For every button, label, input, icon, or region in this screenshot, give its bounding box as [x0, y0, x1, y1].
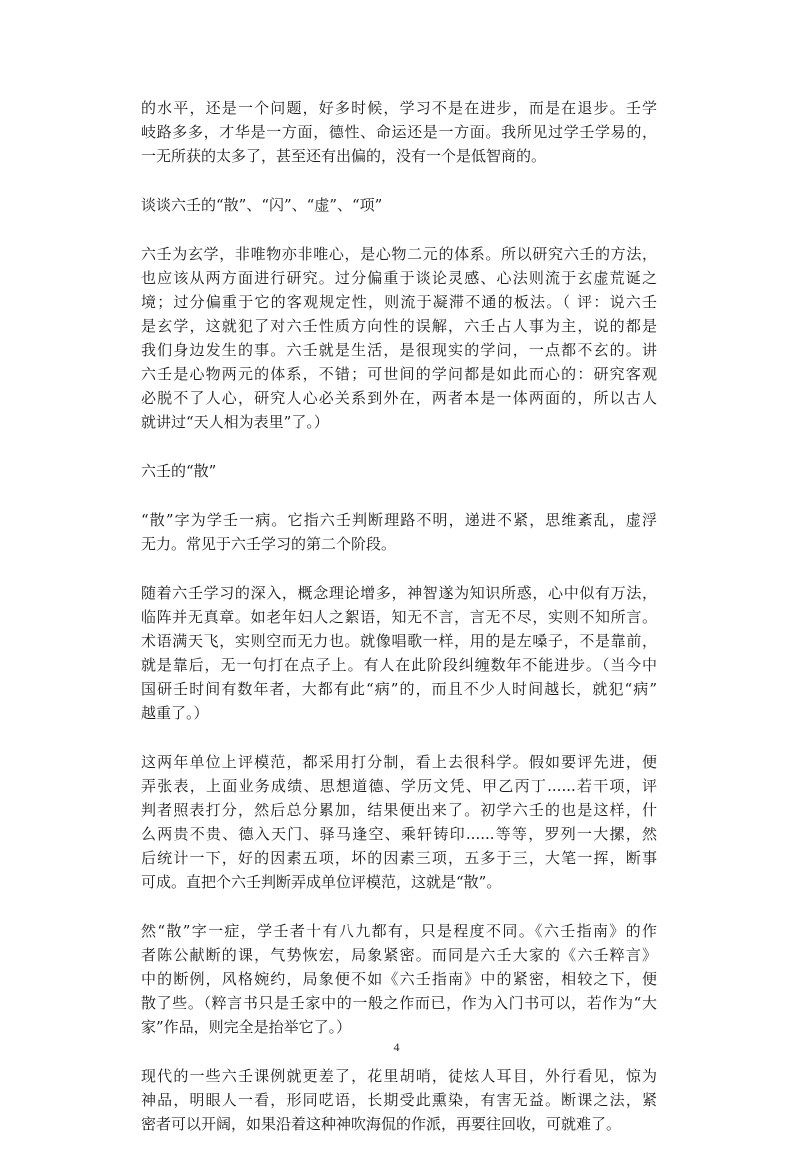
text-line: 然“散”字一症，学壬者十有八九都有，只是程度不同。《六壬指南》的作 — [141, 922, 657, 940]
text-line: 散了些。（粹言书只是壬家中的一般之作而已，作为入门书可以，若作为“大 — [141, 994, 657, 1012]
text-line: 者陈公献断的课，气势恢宏，局象紧密。而同是六壬大家的《六壬粹言》 — [141, 946, 657, 964]
text-line: 后统计一下，好的因素五项，坏的因素三项，五多于三，大笔一挥，断事 — [141, 849, 657, 867]
paragraph-1 — [141, 96, 657, 168]
text-line: 境；过分偏重于它的客观规定性，则流于凝滞不通的板法。（ 评：说六壬 — [141, 293, 657, 311]
paragraph-9 — [141, 1064, 657, 1136]
page-body — [141, 96, 657, 1161]
text-line: 的水平，还是一个问题，好多时候，学习不是在进步，而是在退步。壬学 — [141, 99, 657, 117]
text-line: “散”字为学壬一病。它指六壬判断理路不明，递进不紧，思维紊乱，虚浮 — [141, 511, 657, 529]
text-line: 六壬为玄学，非唯物亦非唯心，是心物二元的体系。所以研究六壬的方法， — [141, 245, 657, 263]
text-line: 岐路多多，才华是一方面，德性、命运还是一方面。我所见过学壬学易的， — [141, 123, 657, 141]
section-heading-san-shan-xu-xiang — [141, 193, 657, 217]
text-line: 密者可以开阔，如果沿着这种神吹海侃的作派，再要往回收，可就难了。 — [141, 1115, 622, 1133]
text-line: 就是靠后，无一句打在点子上。有人在此阶段纠缠数年不能进步。（当今中 — [141, 656, 657, 674]
paragraph-8 — [141, 919, 657, 1039]
text-line: 么两贵不贵、德入天门、驿马逢空、乘轩铸印......等等，罗列一大摞，然 — [141, 825, 657, 843]
text-line: 就讲过“天人相为表里”了。） — [141, 413, 329, 431]
text-line: 临阵并无真章。如老年妇人之絮语，知无不言，言无不尽，实则不知所言。 — [141, 608, 657, 626]
paragraph-7 — [141, 750, 657, 894]
paragraph-3 — [141, 242, 657, 434]
text-line: 是玄学，这就犯了对六壬性质方向性的误解，六壬占人事为主，说的都是 — [141, 317, 657, 335]
text-line: 越重了。） — [141, 704, 209, 722]
text-line: 也应该从两方面进行研究。过分偏重于谈论灵感、心法则流于玄虚荒诞之 — [141, 269, 657, 287]
text-line: 中的断例，风格婉约，局象便不如《六壬指南》中的紧密，相较之下，便 — [141, 970, 657, 988]
text-line: 神品，明眼人一看，形同呓语，长期受此熏染，有害无益。断课之法，紧 — [141, 1091, 657, 1109]
text-line: 我们身边发生的事。六壬就是生活，是很现实的学问，一点都不玄的。讲 — [141, 341, 657, 359]
text-line: 一无所获的太多了，甚至还有出偏的，没有一个是低智商的。 — [141, 147, 547, 165]
paragraph-5 — [141, 508, 657, 556]
text-line: 无力。常见于六壬学习的第二个阶段。 — [141, 535, 397, 553]
section-heading-san — [141, 459, 657, 483]
text-line: 国研壬时间有数年者，大都有此“病”的，而且不少人时间越长，就犯“病” — [141, 680, 657, 698]
text-line: 随着六壬学习的深入，概念理论增多，神智遂为知识所惑，心中似有万法， — [141, 584, 657, 602]
text-line: 现代的一些六壬课例就更差了，花里胡哨，徒炫人耳目，外行看见，惊为 — [141, 1067, 657, 1085]
text-line: 必脱不了人心，研究人心必关系到外在，两者本是一体两面的，所以古人 — [141, 389, 657, 407]
text-line: 家”作品，则完全是抬举它了。） — [141, 1018, 352, 1036]
text-line: 术语满天飞，实则空而无力也。就像唱歌一样，用的是左嗓子，不是靠前， — [141, 632, 657, 650]
heading-line: 谈谈六壬的“散”、“闪”、“虚”、“项” — [141, 196, 383, 214]
text-line: 弄张表，上面业务成绩、思想道德、学历文凭、甲乙丙丁......若干项，评 — [141, 777, 657, 795]
text-line: 可成。直把个六壬判断弄成单位评模范，这就是“散”。 — [141, 873, 502, 891]
text-line: 这两年单位上评模范，都采用打分制，看上去很科学。假如要评先进，便 — [141, 753, 657, 771]
text-line: 六壬是心物两元的体系，不错；可世间的学问都是如此而心的：研究客观 — [141, 365, 657, 383]
page-number: 4 — [393, 1040, 400, 1054]
heading-line: 六壬的“散” — [141, 462, 217, 480]
text-line: 判者照表打分，然后总分累加，结果便出来了。初学六壬的也是这样，什 — [141, 801, 657, 819]
paragraph-6 — [141, 581, 657, 725]
